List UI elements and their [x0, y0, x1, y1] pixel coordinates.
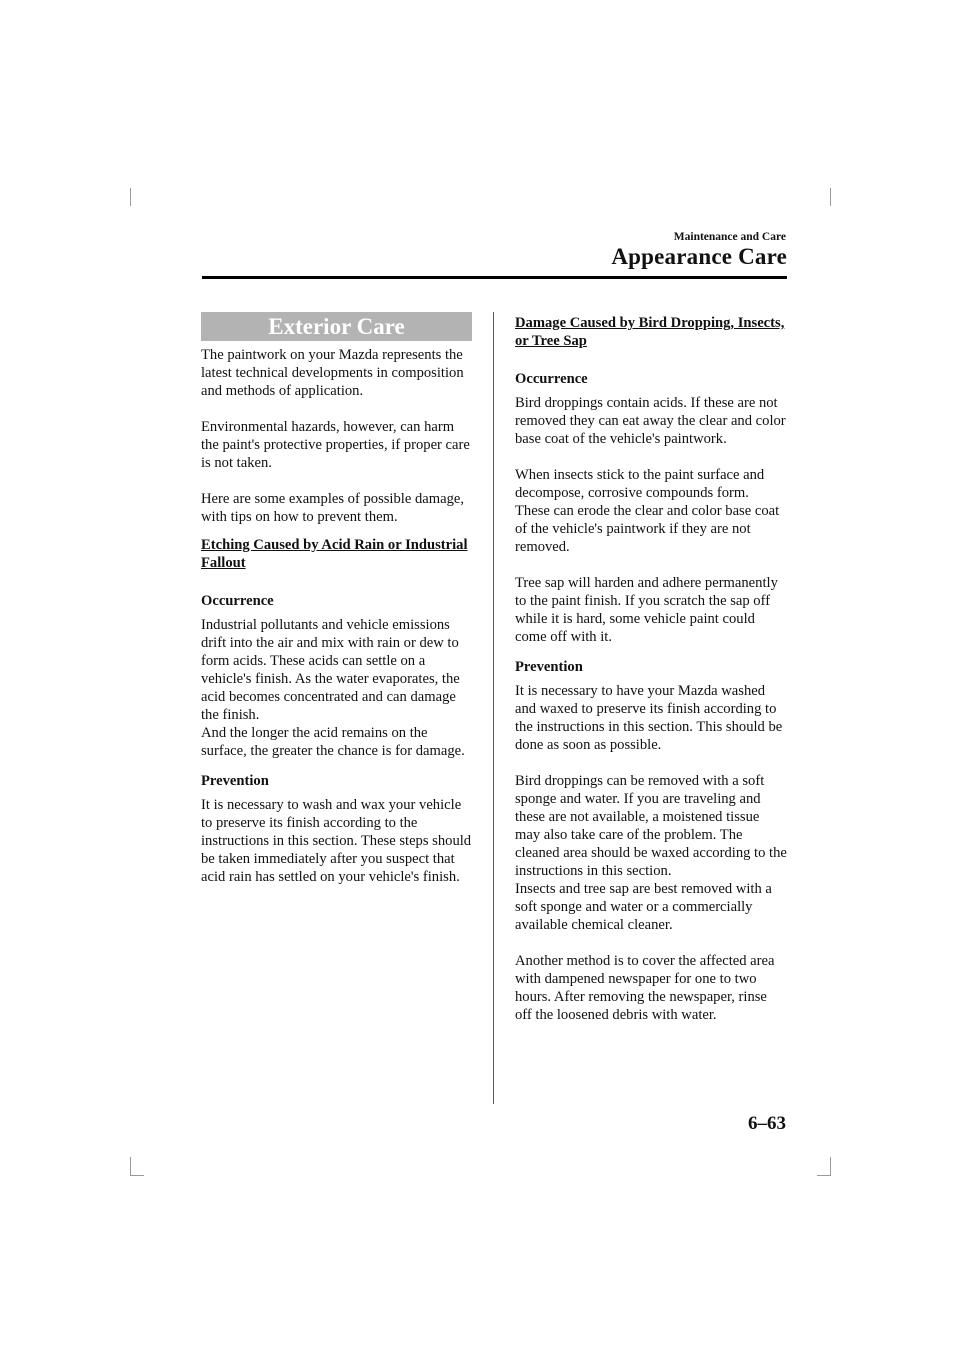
header-title: Appearance Care	[611, 244, 787, 269]
prevention-paragraph: Another method is to cover the affected area with dampened newspaper for one to two hours. After removing the newspaper, rinse off the loosened debris with water.	[515, 953, 775, 1023]
bird-dropping-subheading: Damage Caused by Bird Dropping, Insects, or Tree Sap	[515, 315, 785, 349]
prevention-paragraph: It is necessary to wash and wax your vehicle to preserve its finish according to the instructions in this section. These steps should be taken immediately after you suspect that acid rain has settled on your vehicle's finish.	[201, 797, 472, 885]
column-divider	[493, 312, 494, 1104]
crop-mark-bottom-right	[830, 1157, 831, 1175]
prevention-label: Prevention	[201, 773, 269, 789]
header-rule	[202, 276, 787, 279]
intro-paragraph: Here are some examples of possible damage, with tips on how to prevent them.	[201, 491, 464, 525]
page-number: 6–63	[748, 1113, 786, 1134]
occurrence-paragraph: And the longer the acid remains on the surface, the greater the chance is for damage.	[201, 725, 465, 759]
prevention-paragraph: Insects and tree sap are best removed with a soft sponge and water or a commercially available chemical cleaner.	[515, 881, 772, 933]
right-column	[515, 314, 787, 1042]
crop-mark-bottom-right-h	[817, 1175, 831, 1176]
occurrence-paragraph: When insects stick to the paint surface and decompose, corrosive compounds form. These can erode the clear and color base coat of the vehicle's paintwork if they are not removed.	[515, 467, 780, 555]
intro-paragraph: Environmental hazards, however, can harm the paint's protective properties, if proper care is not taken.	[201, 419, 470, 471]
occurrence-label: Occurrence	[515, 371, 588, 387]
section-banner: Exterior Care	[201, 312, 472, 341]
header-section-name: Maintenance and Care	[673, 231, 786, 243]
occurrence-paragraph: Bird droppings contain acids. If these are not removed they can eat away the clear and color base coat of the vehicle's paintwork.	[515, 395, 786, 447]
crop-mark-bottom-left-h	[130, 1175, 144, 1176]
occurrence-paragraph: Tree sap will harden and adhere permanently to the paint finish. If you scratch the sap off while it is hard, some vehicle paint could come off with it.	[515, 575, 778, 645]
prevention-paragraph: It is necessary to have your Mazda washed and waxed to preserve its finish according to the instructions in this section. This should be done as soon as possible.	[515, 683, 783, 753]
occurrence-label: Occurrence	[201, 593, 274, 609]
prevention-paragraph: Bird droppings can be removed with a soft sponge and water. If you are traveling and these are not available, a moistened tissue may also take care of the problem. The cleaned area should be waxed according to the instructions in this section.	[515, 773, 787, 879]
left-column	[201, 312, 473, 904]
occurrence-paragraph: Industrial pollutants and vehicle emissions drift into the air and mix with rain or dew to form acids. These acids can settle on a vehicle's finish. As the water evaporates, the acid becomes concentrated and can damage the finish.	[201, 617, 460, 723]
crop-mark-bottom-left	[130, 1157, 131, 1175]
crop-mark-top-left	[130, 188, 131, 206]
acid-rain-subheading: Etching Caused by Acid Rain or Industrial Fallout	[201, 537, 468, 571]
prevention-label: Prevention	[515, 659, 583, 675]
intro-paragraph: The paintwork on your Mazda represents the latest technical developments in composition and methods of application.	[201, 347, 464, 399]
crop-mark-top-right	[830, 188, 831, 206]
